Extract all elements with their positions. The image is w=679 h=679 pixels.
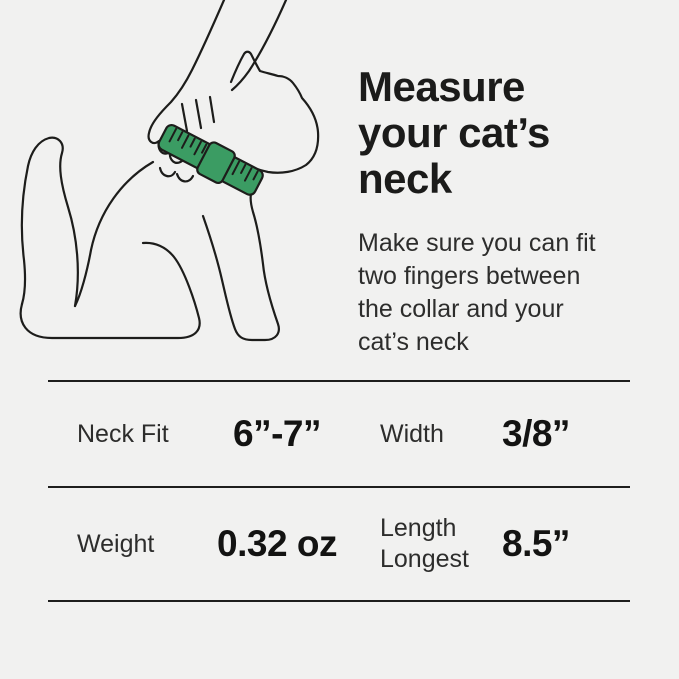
fingertip-bumps: [160, 168, 193, 181]
weight-value: 0.32 oz: [217, 523, 337, 564]
cat-measuring-illustration: [0, 0, 350, 360]
neck-fit-label: Neck Fit: [77, 419, 169, 448]
title-line-1: Measure: [358, 63, 525, 110]
title-line-2: your cat’s neck: [358, 109, 550, 202]
instruction-line-4: cat’s neck: [358, 328, 469, 356]
instruction-line-2: two fingers between: [358, 262, 581, 290]
width-label: Width: [380, 419, 444, 448]
instruction-text: [358, 227, 648, 359]
instruction-line-1: Make sure you can fit: [358, 229, 596, 257]
spec-row-1: [48, 380, 630, 486]
instruction-line-3: the collar and your: [358, 295, 564, 323]
weight-label: Weight: [77, 529, 155, 558]
spec-table: [48, 380, 630, 602]
cat-back-outline: [75, 162, 153, 306]
cat-front-leg-outline: [203, 194, 279, 340]
finger-lines: [182, 97, 214, 131]
cat-head-outline: [231, 52, 318, 173]
width-value: 3/8”: [502, 413, 570, 454]
length-longest-value: 8.5”: [502, 523, 570, 564]
page-title: [358, 64, 648, 202]
length-longest-label: Length Longest: [380, 514, 469, 573]
neck-fit-value: 6”-7”: [233, 413, 321, 454]
cat-tail-outline: [22, 138, 78, 306]
spec-row-2: [48, 486, 630, 602]
header: [358, 64, 648, 359]
cat-body-outline: [21, 243, 200, 338]
